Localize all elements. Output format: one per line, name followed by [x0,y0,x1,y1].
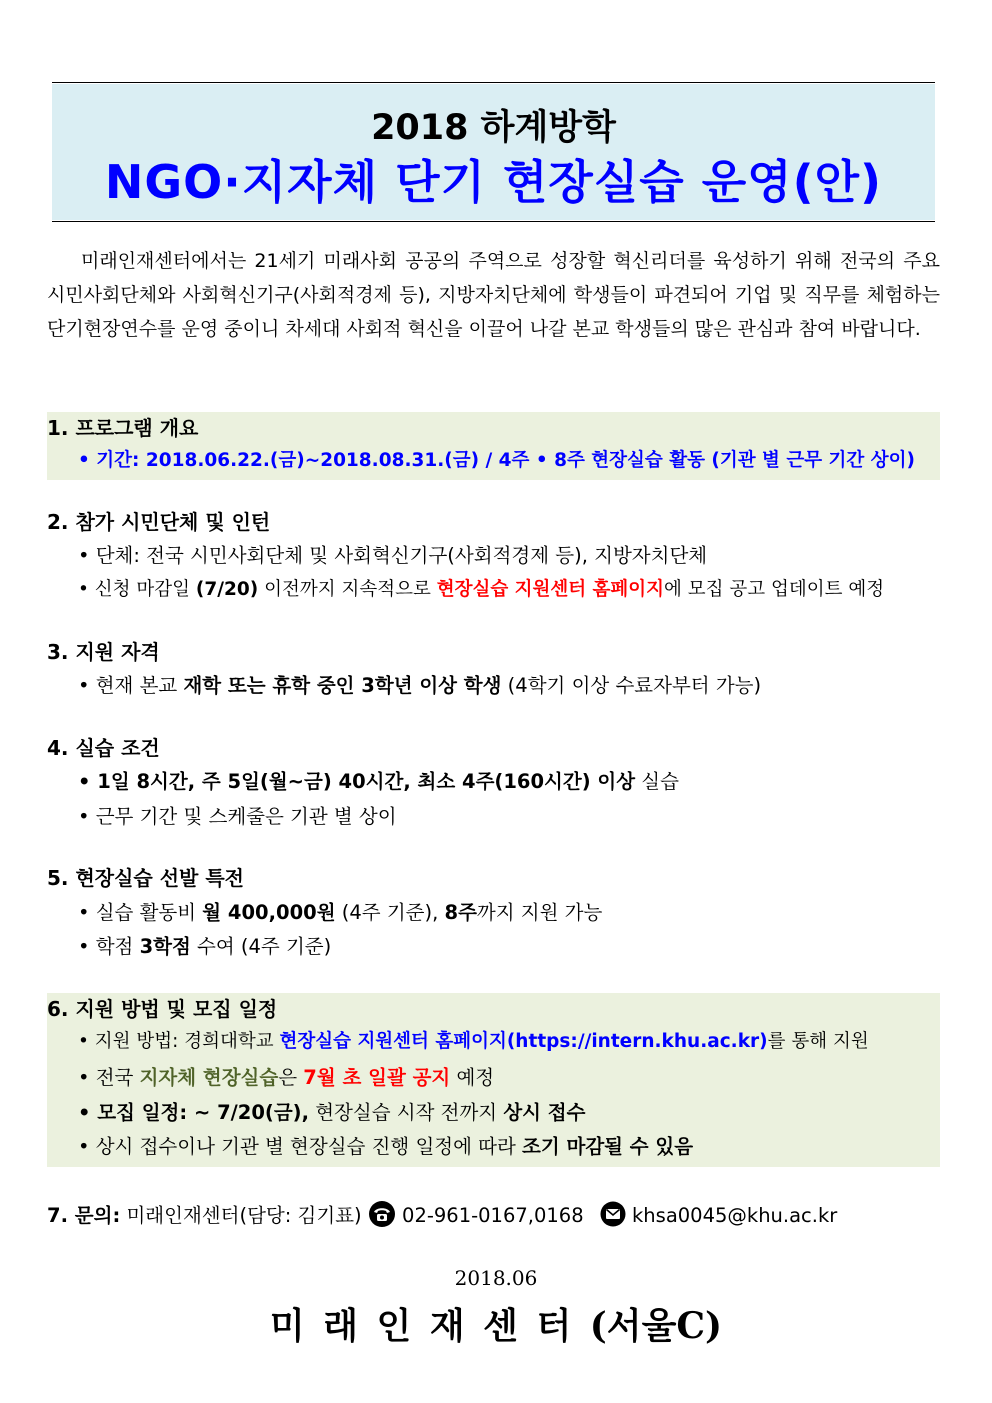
localgov-highlight: 지자체 현장실습 [139,1066,279,1089]
section5-title: 5. 현장실습 선발 특전 [47,866,244,890]
credits-text-c: 수여 (4주 기준) [190,935,332,958]
section6-schedule [78,1097,585,1125]
schedule-highlight: 상시 접수 [503,1101,586,1124]
section6-method [78,1027,869,1053]
deadline-date: (7/20) [195,579,259,600]
section6-early-close [78,1131,693,1159]
localgov-notice: 7월 초 일괄 공지 [303,1066,451,1089]
eligibility-text-a: • 현재 본교 [78,674,184,697]
telephone-icon [368,1200,396,1233]
section2-organizations: • 단체: 전국 시민사회단체 및 사회혁신기구(사회적경제 등), 지방자치단체 [78,544,708,567]
section3-eligibility [78,670,761,698]
section5-allowance [78,897,602,925]
contact-phone[interactable]: 02-961-0167,0168 [402,1204,584,1227]
intro-paragraph: 미래인재센터에서는 21세기 미래사회 공공의 주역으로 성장할 혁신리더를 육성하기 위해 전국의 주요 시민사회단체와 사회혁신기구(사회적경제 등), 지방자치단체에 학생들이 파견되어 기업 및 직무를 체험하는 단기현장연수를 운영 중이니 차세대 사회적 혁신을 이끌어 나갈 본교 학생들의 많은 관심과 참여 바랍니다. [47,250,940,340]
title-bottom-rule [52,221,935,222]
contact-email[interactable]: khsa0045@khu.ac.kr [632,1204,838,1227]
allowance-text-c: (4주 기준), [335,901,445,924]
credits-text-a: • 학점 [78,935,140,958]
schedule-text-b: 현장실습 시작 전까지 [309,1101,504,1124]
localgov-text-e: 예정 [450,1066,495,1089]
section1-period: • 기간: 2018.06.22.(금)~2018.08.31.(금) / 4주 • 8주 현장실습 활동 (기관 별 근무 기간 상이) [78,450,915,471]
schedule-text-a: • 모집 일정: ~ 7/20(금), [78,1101,309,1124]
allowance-text-a: • 실습 활동비 [78,901,203,924]
localgov-text-a: • 전국 [78,1066,140,1089]
contact-label: 7. 문의: [47,1204,121,1227]
hours-highlight: • 1일 8시간, 주 5일(월~금) 40시간, 최소 4주(160시간) 이상 [78,770,636,793]
earlyclose-highlight: 조기 마감될 수 있음 [522,1135,694,1158]
eligibility-highlight: 재학 또는 휴학 중인 3학년 이상 학생 [183,674,502,697]
section6-title: 6. 지원 방법 및 모집 일정 [47,997,278,1021]
deadline-text-a: • 신청 마감일 [78,579,196,600]
hours-text-b: 실습 [635,770,679,793]
section6-local-gov [78,1062,494,1090]
method-text-c: 를 통해 지원 [767,1031,869,1052]
localgov-text-c: 은 [278,1066,304,1089]
earlyclose-text-a: • 상시 접수이나 기관 별 현장실습 진행 일정에 따라 [78,1135,523,1158]
page-title-line1: 2018 하계방학 [371,108,616,148]
section5-credits [78,931,331,959]
allowance-weeks: 8주 [444,901,477,924]
top-rule [52,82,935,83]
section2-title: 2. 참가 시민단체 및 인턴 [47,510,271,534]
eligibility-text-c: (4학기 이상 수료자부터 가능) [501,674,762,697]
allowance-amount: 월 400,000원 [202,901,336,924]
title-box [52,84,935,220]
section2-deadline [78,575,884,601]
section1-title: 1. 프로그램 개요 [47,416,199,440]
section3-title: 3. 지원 자격 [47,640,160,664]
intern-center-homepage-link[interactable]: 현장실습 지원센터 홈페이지 [436,579,665,600]
section4-title: 4. 실습 조건 [47,736,160,760]
section7-contact [47,1200,837,1233]
allowance-text-e: 까지 지원 가능 [476,901,603,924]
envelope-icon [600,1201,626,1232]
credits-amount: 3학점 [139,935,191,958]
page-title-line2: NGO·지자체 단기 현장실습 운영(안) [104,155,883,209]
document-date: 2018.06 [454,1266,538,1290]
section4-hours [78,766,679,794]
organization-name: 미 래 인 재 센 터 (서울C) [269,1305,723,1347]
deadline-text-e: 에 모집 공고 업데이트 예정 [664,579,885,600]
deadline-text-c: 이전까지 지속적으로 [258,579,437,600]
section4-schedule: • 근무 기간 및 스케줄은 기관 별 상이 [78,805,397,828]
intern-homepage-url-link[interactable]: 현장실습 지원센터 홈페이지(https://intern.khu.ac.kr) [279,1031,768,1052]
contact-person: 미래인재센터(담당: 김기표) [120,1204,368,1227]
method-text-a: • 지원 방법: 경희대학교 [78,1031,280,1052]
